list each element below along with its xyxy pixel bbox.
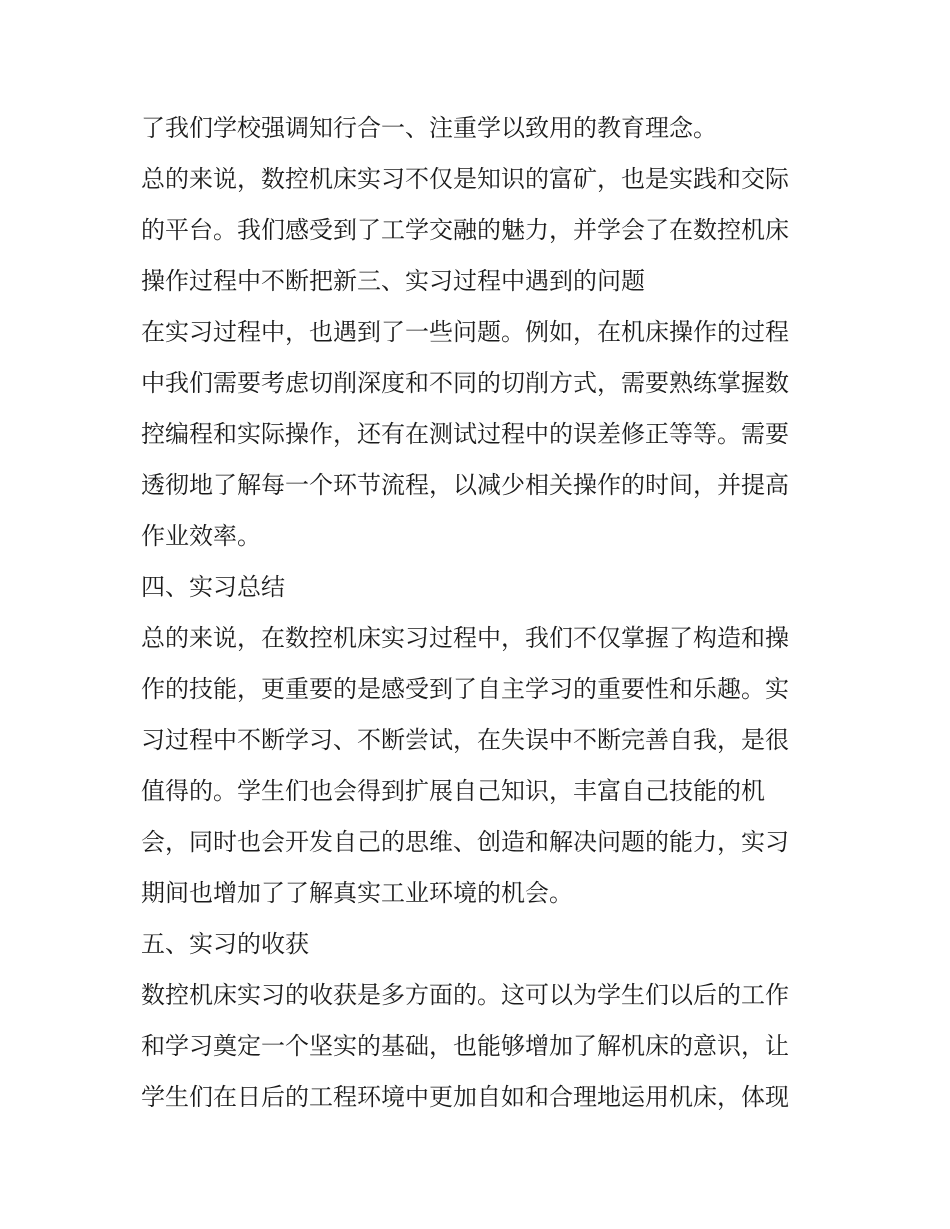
text-line: 习过程中不断学习、不断尝试，在失误中不断完善自我，是很 — [141, 726, 789, 754]
text-line: 总的来说，在数控机床实习过程中，我们不仅掌握了构造和操 — [141, 624, 789, 652]
text-line: 了我们学校强调知行合一、注重学以致用的教育理念。 — [141, 114, 717, 142]
section-heading: 五、实习的收获 — [141, 930, 309, 958]
text-line: 在实习过程中，也遇到了一些问题。例如，在机床操作的过程 — [141, 318, 789, 346]
text-line: 学生们在日后的工程环境中更加自如和合理地运用机床，体现 — [141, 1083, 789, 1111]
text-line: 中我们需要考虑切削深度和不同的切削方式，需要熟练掌握数 — [141, 369, 789, 397]
text-line: 作的技能，更重要的是感受到了自主学习的重要性和乐趣。实 — [141, 675, 789, 703]
text-line: 和学习奠定一个坚实的基础，也能够增加了解机床的意识，让 — [141, 1032, 789, 1060]
text-line: 操作过程中不断把新三、实习过程中遇到的问题 — [141, 267, 645, 295]
text-line: 作业效率。 — [141, 522, 261, 550]
text-line: 透彻地了解每一个环节流程，以减少相关操作的时间，并提高 — [141, 471, 789, 499]
section-heading: 四、实习总结 — [141, 573, 285, 601]
text-line: 的平台。我们感受到了工学交融的魅力，并学会了在数控机床 — [141, 216, 789, 244]
text-line: 数控机床实习的收获是多方面的。这可以为学生们以后的工作 — [141, 981, 789, 1009]
text-line: 会，同时也会开发自己的思维、创造和解决问题的能力，实习 — [141, 828, 789, 856]
text-line: 期间也增加了了解真实工业环境的机会。 — [141, 879, 573, 907]
text-line: 值得的。学生们也会得到扩展自己知识，丰富自己技能的机 — [141, 777, 765, 805]
text-line: 总的来说，数控机床实习不仅是知识的富矿，也是实践和交际 — [141, 165, 789, 193]
text-line: 控编程和实际操作，还有在测试过程中的误差修正等等。需要 — [141, 420, 789, 448]
